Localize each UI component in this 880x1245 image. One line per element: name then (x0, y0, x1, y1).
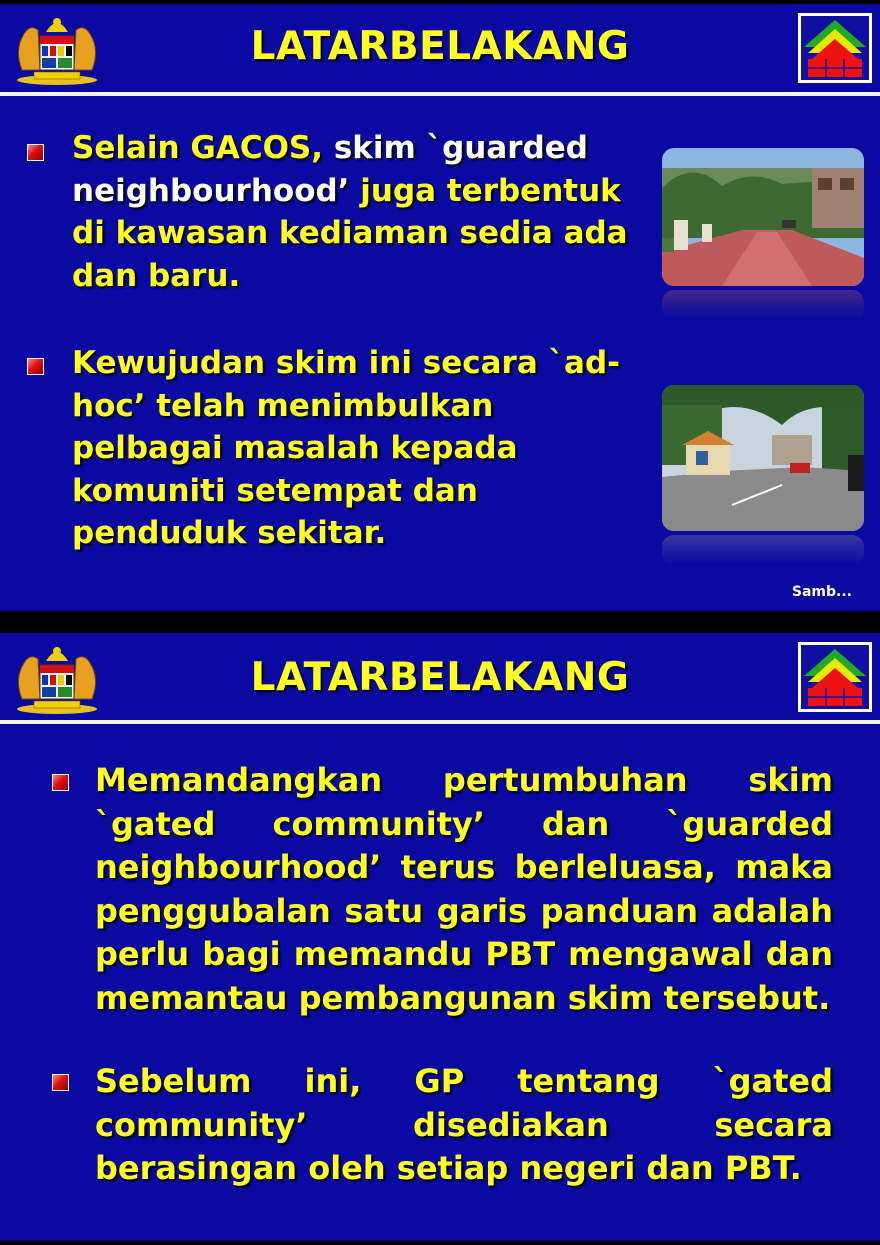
bullet-text-3: Memandangkan pertumbuhan skim `gated community’ dan `guarded neighbourhood’ terus berleluasa, maka penggubalan satu garis panduan adalah perlu bagi memandu PBT mengawal dan memantau pembangunan skim tersebut. (95, 761, 833, 1017)
slide-1 (0, 4, 880, 611)
street-gate-photo (662, 148, 864, 286)
slide-title: LATARBELAKANG (250, 24, 630, 69)
bullet-square-icon (52, 1074, 69, 1091)
house-logo-icon (798, 642, 872, 712)
guard-booth-photo (662, 385, 864, 531)
bullet-square-icon (27, 358, 44, 375)
bullet-text-1 (72, 127, 652, 297)
bullet-text-2: Kewujudan skim ini secara `ad-hoc’ telah menimbulkan pelbagai masalah kepada komuniti setempat dan penduduk sekitar. (72, 345, 621, 551)
bullet-text-1-part-1: Selain GACOS, (72, 130, 334, 166)
street-gate-photo-reflection (662, 290, 864, 320)
slide-2 (0, 633, 880, 1241)
bullet-text-1-part-3: juga terbentuk di kawasan kediaman sedia ada dan baru. (72, 172, 628, 294)
bullet-text-4: Sebelum ini, GP tentang `gated community’ disediakan secara berasingan oleh setiap negeri dan PBT. (95, 1062, 833, 1187)
title-divider (0, 92, 880, 96)
slide-title: LATARBELAKANG (250, 655, 630, 700)
title-divider (0, 720, 880, 724)
continue-label: Samb... (791, 584, 852, 600)
bullet-square-icon (27, 144, 44, 161)
guard-booth-photo-reflection (662, 535, 864, 565)
house-logo-icon (798, 13, 872, 83)
bullet-square-icon (52, 774, 69, 791)
bullet-text-1-part-2: skim `guarded neighbourhood’ (72, 130, 588, 209)
